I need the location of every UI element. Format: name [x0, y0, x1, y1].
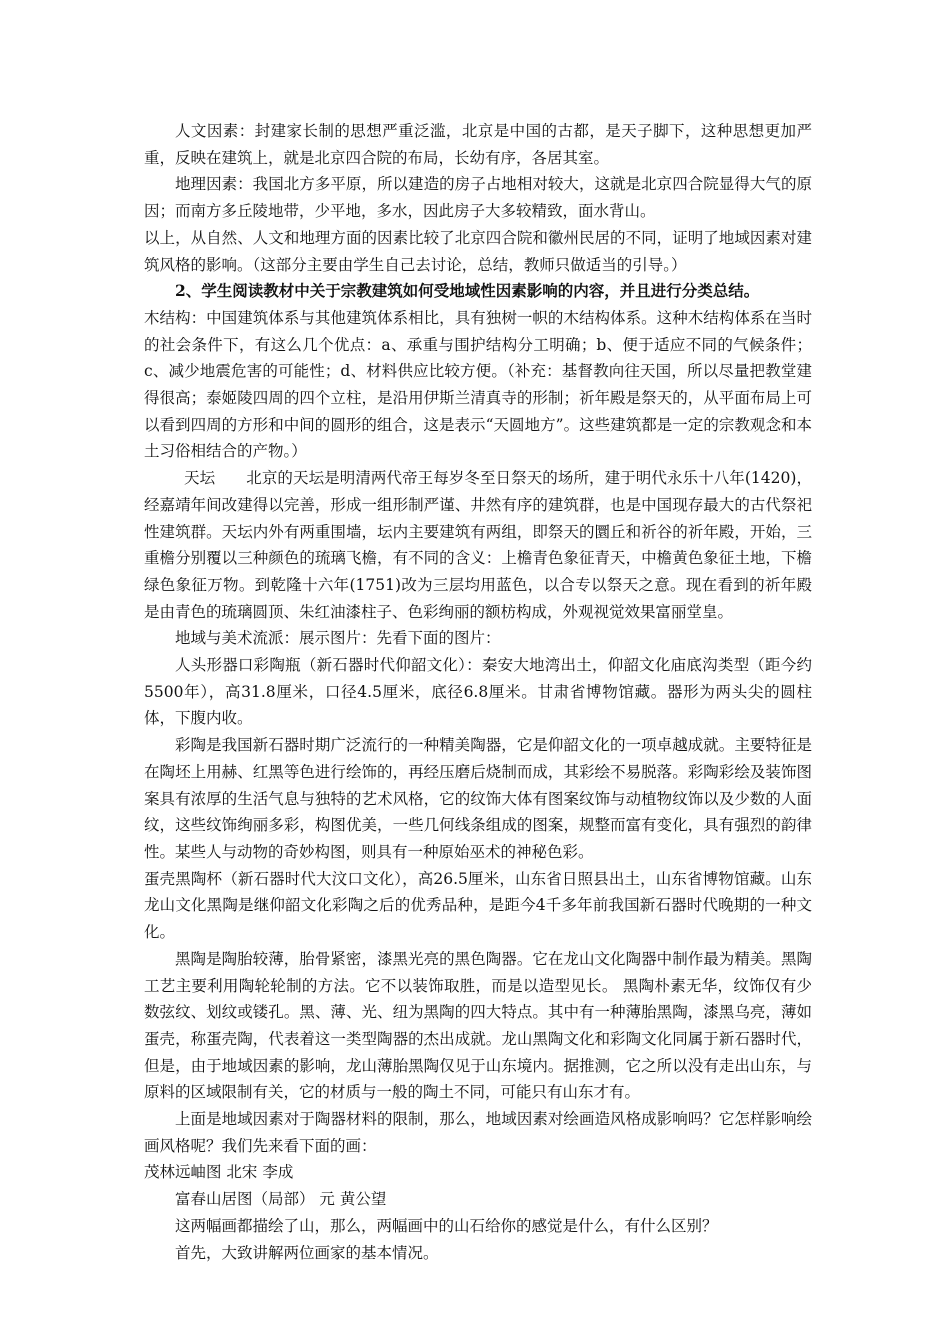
- document-page: [144, 118, 812, 1266]
- paragraph-dili: 地理因素：我国北方多平原，所以建造的房子占地相对较大，这就是北京四合院显得大气的原因；而南方多丘陵地带，少平地，多水，因此房子大多较精致，面水背山。: [144, 175, 812, 221]
- paragraph-question: 这两幅画都描绘了山，那么，两幅画中的山石给你的感觉是什么，有什么区别？: [175, 1216, 718, 1235]
- painting-caption-2: 富春山居图（局部） 元 黄公望: [175, 1190, 387, 1209]
- painting-caption-1: 茂林远岫图 北宋 李成: [144, 1163, 294, 1182]
- tiantan-label: 天坛: [184, 469, 216, 488]
- paragraph-tiantan: [144, 465, 812, 625]
- paragraph-shangmian: 上面是地域因素对于陶器材料的限制，那么，地域因素对绘画造风格成影响吗？它怎样影响绘画风格呢？我们先来看下面的画：: [144, 1110, 812, 1155]
- section-heading-2: 2、学生阅读教材中关于宗教建筑如何受地域性因素影响的内容，并且进行分类总结。: [175, 281, 760, 301]
- paragraph-diyu-meishu: 地域与美术流派：展示图片：先看下面的图片：: [175, 629, 501, 648]
- paragraph-heitao: 黑陶是陶胎较薄，胎骨紧密，漆黑光亮的黑色陶器。它在龙山文化陶器中制作最为精美。黑陶工艺主要利用陶轮轮制的方法。它不以装饰取胜，而是以造型见长。 黑陶朴素无华，纹饰仅有少数弦纹、划纹或镂孔。黑、薄、光、纽为黑陶的四大特点。其中有一种薄胎黑陶，漆黑乌亮，薄如蛋壳，称蛋壳陶，代表着这一类型陶器的杰出成就。龙山黑陶文化和彩陶文化同属于新石器时代，但是，由于地域因素的影响，龙山薄胎黑陶仅见于山东境内。据推测，它之所以没有走出山东，与原料的区域限制有关，它的材质与一般的陶土不同，可能只有山东才有。: [144, 949, 812, 1102]
- paragraph-caitaoping: 人头形器口彩陶瓶（新石器时代仰韶文化）：秦安大地湾出土，仰韶文化庙底沟类型（距今约5500年），高31.8厘米，口径4.5厘米，底径6.8厘米。甘肃省博物馆藏。器形为两头尖的圆柱体，下腹内收。: [144, 656, 812, 728]
- paragraph-mujiegou: 木结构：中国建筑体系与其他建筑体系相比，具有独树一帜的木结构体系。这种木结构体系在当时的社会条件下，有这么几个优点：a、承重与围护结构分工明确；b、便于适应不同的气候条件；c、减少地震危害的可能性；d、材料供应比较方便。（补充：基督教向往天国，所以尽量把教堂建得很高；泰姬陵四周的四个立柱，是沿用伊斯兰清真寺的形制；祈年殿是祭天的，从平面布局上可以看到四周的方形和中间的圆形的组合，这是表示“天圆地方”。这些建筑都是一定的宗教观念和本土习俗相结合的产物。）: [144, 308, 812, 461]
- paragraph-renwen: 人文因素：封建家长制的思想严重泛滥，北京是中国的古都，是天子脚下，这种思想更加严重，反映在建筑上，就是北京四合院的布局，长幼有序，各居其室。: [144, 122, 812, 167]
- tiantan-text: 北京的天坛是明清两代帝王每岁冬至日祭天的场所，建于明代永乐十八年(1420)，经嘉靖年间改建得以完善，形成一组形制严谨、井然有序的建筑群，也是中国现存最大的古代祭祀性建筑群。天坛内外有两重围墙，坛内主要建筑有两组，即祭天的圜丘和祈谷的祈年殿，开始，三重檐分别覆以三种颜色的琉璃飞檐，有不同的含义：上檐青色象征青天，中檐黄色象征土地，下檐绿色象征万物。到乾隆十六年(1751)改为三层均用蓝色，以合专以祭天之意。现在看到的祈年殿是由青色的琉璃圆顶、朱红油漆柱子、色彩绚丽的额枋构成，外观视觉效果富丽堂皇。: [144, 469, 812, 621]
- paragraph-caitao: 彩陶是我国新石器时期广泛流行的一种精美陶器，它是仰韶文化的一项卓越成就。主要特征是在陶坯上用赫、红黑等色进行绘饰的，再经压磨后烧制而成，其彩绘不易脱落。彩陶彩绘及装饰图案具有浓厚的生活气息与独特的艺术风格，它的纹饰大体有图案纹饰与动植物纹饰以及少数的人面纹，这些纹饰绚丽多彩，构图优美，一些几何线条组成的图案，规整而富有变化，具有强烈的韵律性。某些人与动物的奇妙构图，则具有一种原始巫术的神秘色彩。: [144, 736, 812, 861]
- paragraph-summary: 以上，从自然、人文和地理方面的因素比较了北京四合院和徽州民居的不同，证明了地域因素对建筑风格的影响。（这部分主要由学生自己去讨论，总结，教师只做适当的引导。）: [144, 228, 812, 274]
- paragraph-first: 首先，大致讲解两位画家的基本情况。: [175, 1243, 439, 1262]
- paragraph-danke: 蛋壳黑陶杯（新石器时代大汶口文化），高26.5厘米，山东省日照县出土，山东省博物馆藏。山东龙山文化黑陶是继仰韶文化彩陶之后的优秀品种，是距今4千多年前我国新石器时代晚期的一种文化。: [144, 869, 812, 942]
